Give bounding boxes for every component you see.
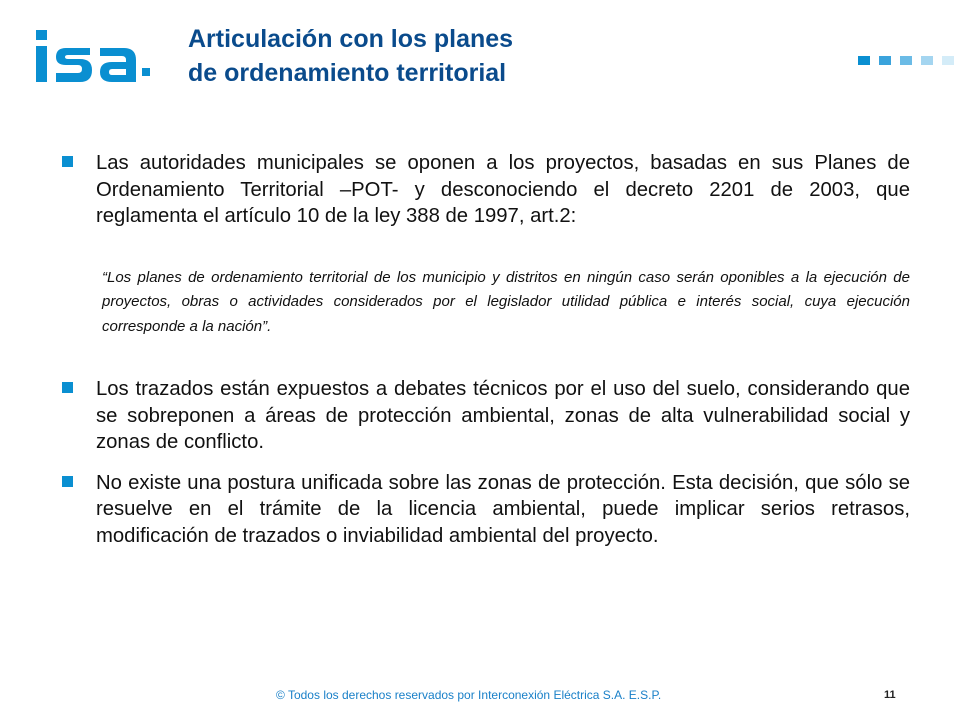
slide-title [188,22,513,90]
bullet-square-icon [62,156,73,167]
bullet-text: Las autoridades municipales se oponen a los proyectos, basadas en sus Planes de Ordenamiento Territorial –POT- y desconociendo el decreto 2201 de 2003, que reglamenta el artículo 10 de la ley 388 de 1997, art.2: [96,152,910,227]
slide-title-line1: Articulación con los planes [188,25,514,53]
bullet-item [60,376,910,456]
slide-body [60,150,910,549]
deco-square [879,56,891,65]
deco-square [858,56,870,65]
slide-title-line2: de ordenamiento territorial [188,59,507,87]
bullet-item [60,470,910,550]
page-number: 11 [884,689,896,701]
isa-logo [20,30,152,90]
bullet-text: No existe una postura unificada sobre las zonas de protección. Esta decisión, que sólo se resuelve en el trámite de la licencia ambiental, puede implicar serios retrasos, modificación de trazados o inviabilidad ambiental del proyecto. [96,471,910,547]
bullet-square-icon [62,476,73,487]
legal-quote: “Los planes de ordenamiento territorial de los municipio y distritos en ningún caso serán oponibles a la ejecución de proyectos, obras o actividades considerados por el legislador utilidad pública e interés social, cuya ejecución corresponde a la nación”. [102,268,910,335]
copyright-footer: © Todos los derechos reservados por Interconexión Eléctrica S.A. E.S.P. [276,688,662,702]
deco-square [900,56,912,65]
bullet-text: Los trazados están expuestos a debates técnicos por el uso del suelo, considerando que se sobreponen a áreas de protección ambiental, zonas de alta vulnerabilidad social y zonas de conflicto. [96,378,910,453]
deco-square [921,56,933,65]
bullet-item [60,150,910,230]
deco-square [942,56,954,65]
bullet-square-icon [62,382,73,393]
decorative-squares [858,56,954,65]
